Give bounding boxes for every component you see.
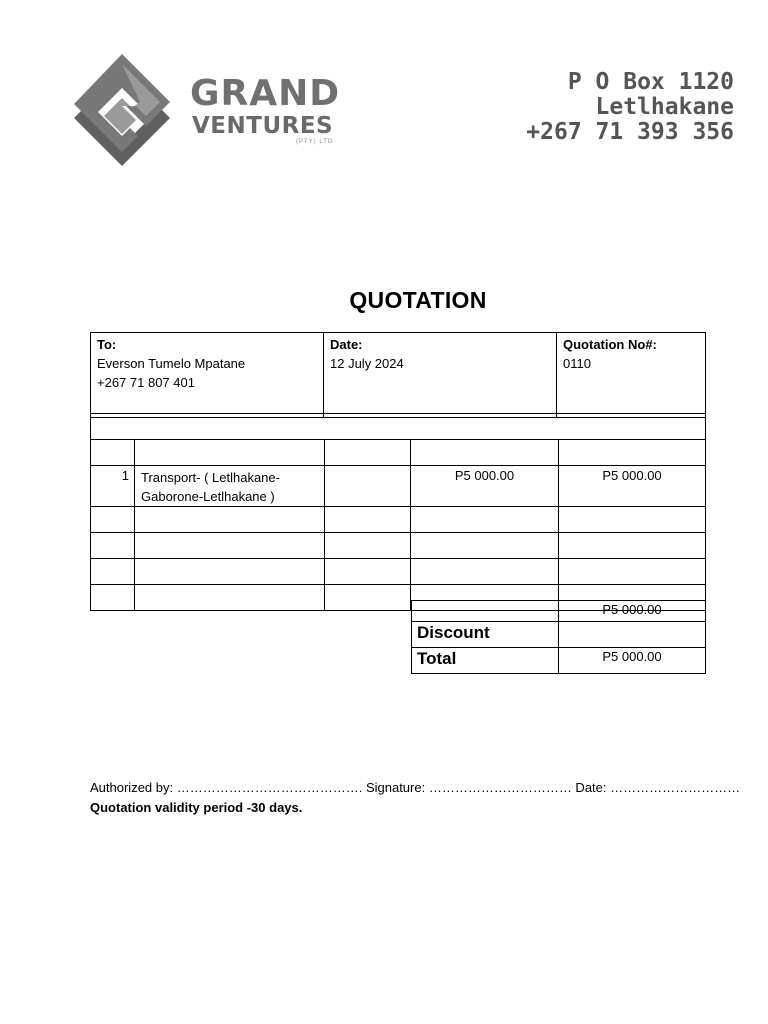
validity-note: Quotation validity period -30 days.	[90, 800, 303, 815]
logo-mark-icon	[72, 50, 182, 175]
item-amount: P5 000.00	[559, 466, 706, 507]
company-name: GRAND	[190, 73, 341, 114]
date-value: 12 July 2024	[330, 356, 404, 371]
company-suffix: (PTY) LTD	[296, 139, 334, 145]
footer	[90, 778, 740, 818]
item-description-line1: Transport- ( Letlhakane-	[141, 470, 280, 485]
recipient-phone: +267 71 807 401	[97, 375, 195, 390]
company-address	[526, 70, 734, 145]
address-po-box: P O Box 1120	[567, 69, 734, 95]
authorization-line: Authorized by: ……………………………………. Signature: …………………………… Date: …………………………	[90, 780, 741, 795]
total-row	[412, 648, 706, 674]
totals-table	[411, 600, 706, 674]
address-town: Letlhakane	[595, 94, 734, 120]
item-unit-price: P5 000.00	[411, 466, 559, 507]
discount-label: Discount	[412, 622, 559, 648]
company-logo	[72, 50, 362, 175]
quote-number-label: Quotation No#:	[563, 337, 657, 352]
document-title: QUOTATION	[349, 287, 487, 313]
item-number: 1	[91, 466, 135, 507]
quote-number-cell	[557, 333, 706, 418]
total-label: Total	[412, 648, 559, 674]
company-name-sub: VENTURES	[192, 113, 334, 139]
total-value: P5 000.00	[559, 648, 706, 674]
table-row	[91, 533, 706, 559]
column-header-row	[91, 440, 706, 466]
spacer-row	[91, 414, 706, 440]
discount-row	[412, 622, 706, 648]
date-cell	[324, 333, 557, 418]
item-description	[135, 466, 325, 507]
subtotal-row	[412, 601, 706, 622]
table-row	[91, 559, 706, 585]
table-row	[91, 466, 706, 507]
discount-value	[559, 622, 706, 648]
date-label: Date:	[330, 337, 363, 352]
address-phone: +267 71 393 356	[526, 119, 734, 145]
quote-number-value: 0110	[563, 356, 591, 371]
recipient-cell	[91, 333, 324, 418]
to-label: To:	[97, 337, 117, 352]
subtotal-value: P5 000.00	[559, 601, 706, 622]
recipient-name: Everson Tumelo Mpatane	[97, 356, 246, 371]
item-description-line2: Gaborone-Letlhakane )	[141, 489, 275, 504]
line-items-table	[90, 413, 706, 611]
table-row	[91, 507, 706, 533]
item-quantity	[325, 466, 411, 507]
quotation-header-table	[90, 332, 706, 418]
